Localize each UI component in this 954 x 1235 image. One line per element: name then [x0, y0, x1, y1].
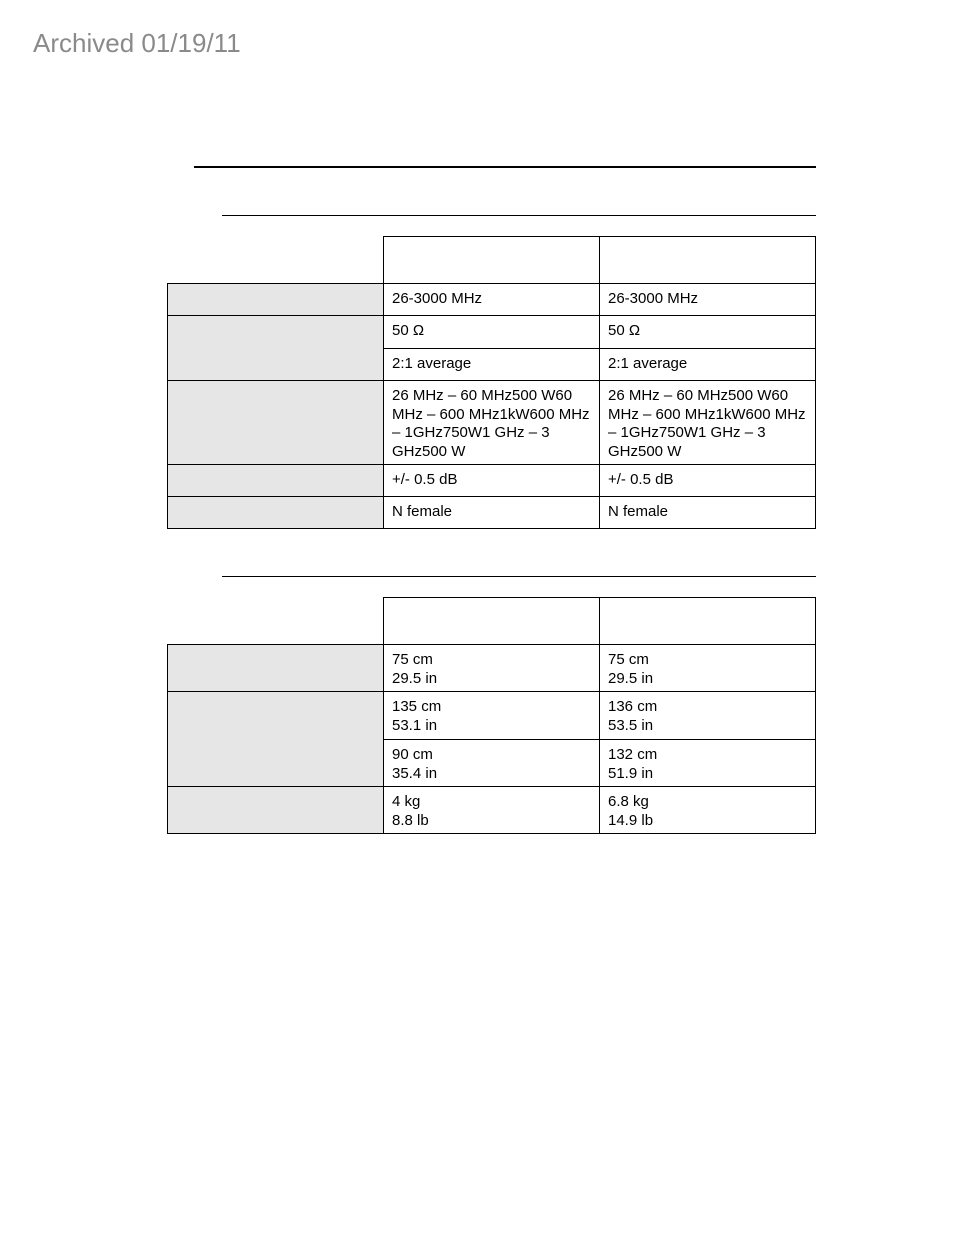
cell-metric: 136 cm [608, 698, 658, 715]
cell-frequency-1: 26-3000 MHz [384, 284, 600, 316]
table-row [168, 316, 816, 349]
cell-metric: 4 kg [392, 793, 421, 810]
table-row [168, 692, 816, 740]
cell-imperial: 8.8 lb [392, 811, 429, 829]
cell-imperial: 14.9 lb [608, 811, 654, 829]
table-row [168, 497, 816, 529]
cell-metric: 75 cm [392, 651, 433, 668]
row-label-power [168, 381, 384, 465]
cell-dimension-a-2 [600, 692, 816, 740]
header-cell-model-1 [384, 237, 600, 284]
cell-vswr-1: 2:1 average [384, 349, 600, 381]
cell-length-2 [600, 645, 816, 692]
row-label-connector [168, 497, 384, 529]
electrical-spec-table [167, 236, 816, 529]
subsection-rule-mechanical [222, 576, 816, 577]
archived-watermark: Archived 01/19/11 [33, 28, 241, 58]
header-cell-model-1 [384, 598, 600, 645]
cell-imperial: 53.1 in [392, 716, 438, 734]
header-blank-cell [168, 598, 384, 645]
cell-weight-2 [600, 787, 816, 834]
table-header-row [168, 598, 816, 645]
row-label-impedance [168, 316, 384, 381]
row-label-weight [168, 787, 384, 834]
table-row [168, 284, 816, 316]
cell-imperial: 29.5 in [608, 669, 654, 687]
cell-impedance-1: 50 Ω [384, 316, 600, 349]
cell-connector-1: N female [384, 497, 600, 529]
cell-dimension-b-1 [384, 740, 600, 787]
cell-dimension-a-1 [384, 692, 600, 740]
section-rule [194, 166, 816, 168]
row-label-length [168, 645, 384, 692]
table-row [168, 787, 816, 834]
cell-imperial: 51.9 in [608, 764, 654, 782]
cell-power-2: 26 MHz – 60 MHz500 W60 MHz – 600 MHz1kW600 MHz – 1GHz750W1 GHz – 3 GHz500 W [600, 381, 816, 465]
cell-metric: 135 cm [392, 698, 442, 715]
cell-metric: 132 cm [608, 746, 658, 763]
table-row [168, 465, 816, 497]
cell-imperial: 35.4 in [392, 764, 438, 782]
header-cell-model-2 [600, 598, 816, 645]
cell-metric: 90 cm [392, 746, 433, 763]
header-cell-model-2 [600, 237, 816, 284]
cell-metric: 6.8 kg [608, 793, 649, 810]
cell-imperial: 53.5 in [608, 716, 654, 734]
cell-accuracy-1: +/- 0.5 dB [384, 465, 600, 497]
subsection-rule-electrical [222, 215, 816, 216]
table-row [168, 645, 816, 692]
row-label-dimensions [168, 692, 384, 787]
cell-dimension-b-2 [600, 740, 816, 787]
cell-frequency-2: 26-3000 MHz [600, 284, 816, 316]
cell-weight-1 [384, 787, 600, 834]
cell-vswr-2: 2:1 average [600, 349, 816, 381]
row-label-accuracy [168, 465, 384, 497]
cell-length-1 [384, 645, 600, 692]
cell-imperial: 29.5 in [392, 669, 438, 687]
cell-metric: 75 cm [608, 651, 649, 668]
header-blank-cell [168, 237, 384, 284]
cell-accuracy-2: +/- 0.5 dB [600, 465, 816, 497]
mechanical-spec-table [167, 597, 816, 834]
cell-impedance-2: 50 Ω [600, 316, 816, 349]
table-header-row [168, 237, 816, 284]
cell-power-1: 26 MHz – 60 MHz500 W60 MHz – 600 MHz1kW600 MHz – 1GHz750W1 GHz – 3 GHz500 W [384, 381, 600, 465]
table-row [168, 381, 816, 465]
cell-connector-2: N female [600, 497, 816, 529]
row-label-frequency [168, 284, 384, 316]
